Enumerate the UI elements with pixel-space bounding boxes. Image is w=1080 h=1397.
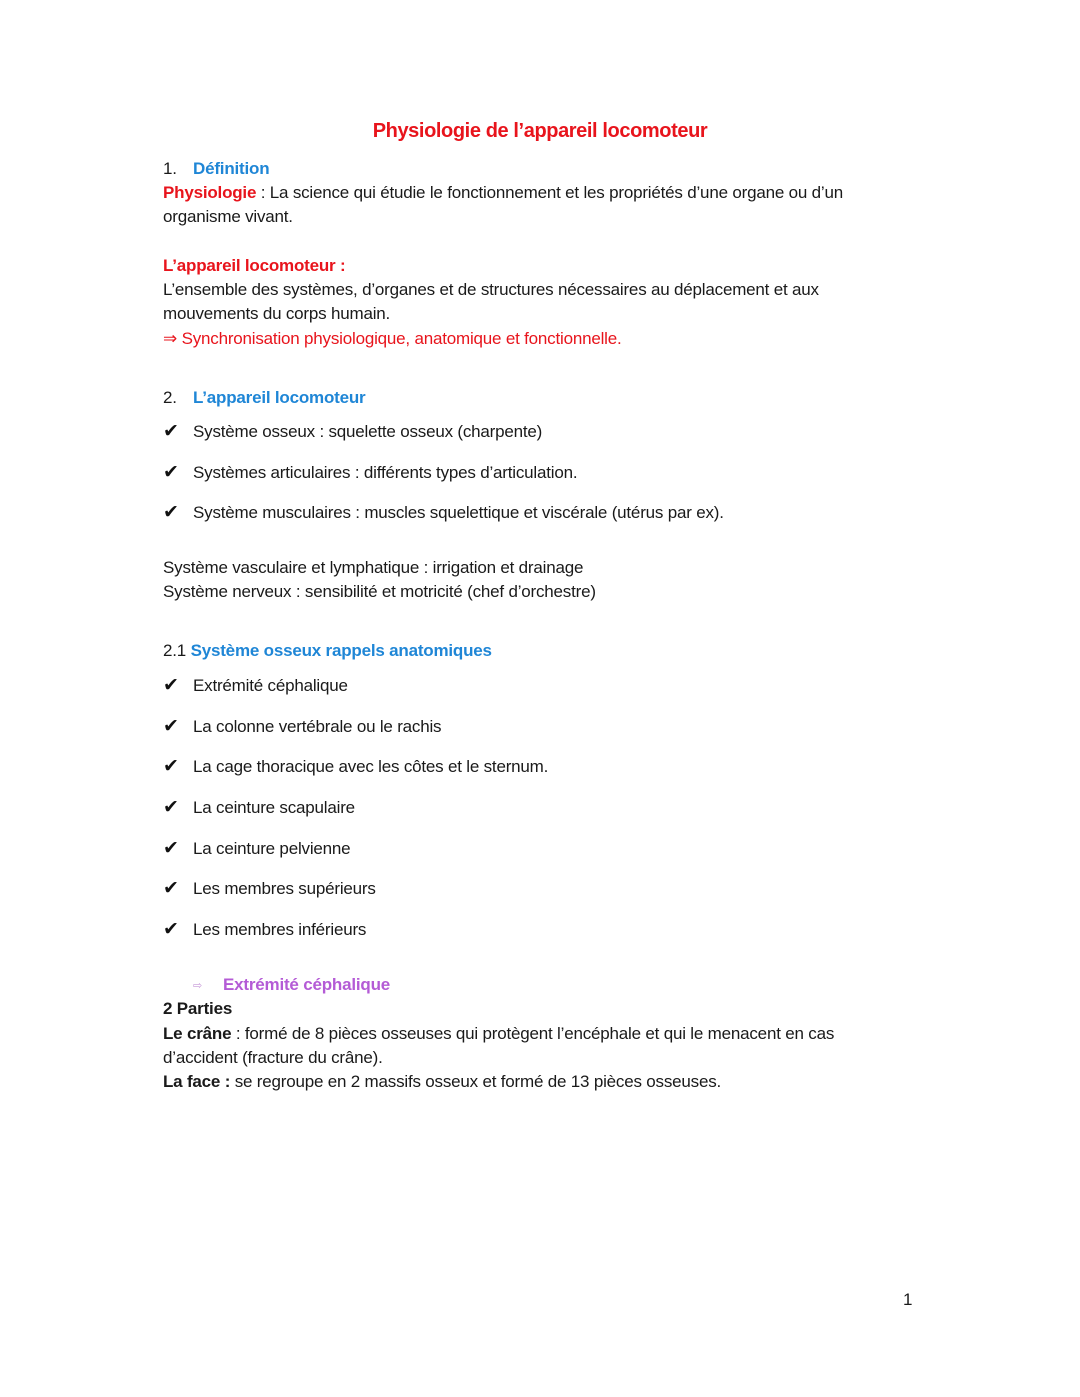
parts-label: 2 Parties (163, 999, 233, 1018)
crane-line1 (163, 1022, 834, 1046)
crane-line2: d’accident (fracture du crâne). (163, 1048, 383, 1067)
list-item (163, 755, 548, 779)
section-1-heading (163, 157, 269, 181)
list-item (163, 877, 376, 901)
section-title: Système osseux rappels anatomiques (190, 641, 492, 660)
list-item-text: La cage thoracique avec les côtes et le sternum. (193, 757, 549, 776)
implication-text: Synchronisation physiologique, anatomique et fonctionnelle. (177, 329, 622, 348)
list-item-text: La ceinture pelvienne (193, 839, 351, 858)
list-item-text: Systèmes articulaires : différents types d’articulation. (193, 463, 578, 482)
checkmark-icon: ✔ (163, 878, 179, 899)
double-arrow-right-icon: ⇒ (163, 329, 178, 348)
checkmark-icon: ✔ (163, 756, 179, 777)
list-item-text: Système musculaires : muscles squelettique et viscérale (utérus par ex). (193, 503, 724, 522)
checkmark-icon: ✔ (163, 462, 179, 483)
face-definition: se regroupe en 2 massifs osseux et formé de 13 pièces osseuses. (230, 1072, 722, 1091)
vasculaire-line: Système vasculaire et lymphatique : irrigation et drainage (163, 558, 584, 577)
nerveux-line: Système nerveux : sensibilité et motricité (chef d’orchestre) (163, 582, 596, 601)
term-physiologie: Physiologie (163, 183, 257, 202)
checkmark-icon: ✔ (163, 675, 179, 696)
page-number: 1 (903, 1290, 913, 1309)
appareil-definition-line1: L’ensemble des systèmes, d’organes et de structures nécessaires au déplacement et aux (163, 280, 819, 299)
term-crane: Le crâne (163, 1024, 232, 1043)
section-number: 1. (163, 159, 177, 178)
section-title: Définition (193, 159, 270, 178)
list-item (163, 501, 724, 525)
list-item-text: La colonne vertébrale ou le rachis (193, 717, 442, 736)
appareil-definition-line2: mouvements du corps humain. (163, 304, 391, 323)
checkmark-icon: ✔ (163, 838, 179, 859)
list-item (163, 918, 366, 942)
subsection-title: Extrémité céphalique (223, 975, 391, 994)
list-item (163, 715, 441, 739)
checkmark-icon: ✔ (163, 421, 179, 442)
section-title: L’appareil locomoteur (193, 388, 366, 407)
list-item (163, 420, 542, 444)
page-title: Physiologie de l’appareil locomoteur (372, 120, 708, 142)
section-number: 2.1 (163, 641, 187, 660)
list-item (163, 674, 348, 698)
list-item-text: Extrémité céphalique (193, 676, 348, 695)
section-number: 2. (163, 388, 177, 407)
physiologie-definition-line2: organisme vivant. (163, 207, 293, 226)
checkmark-icon: ✔ (163, 919, 179, 940)
implication-line (163, 327, 622, 351)
checkmark-icon: ✔ (163, 716, 179, 737)
list-item-text: Système osseux : squelette osseux (charpente) (193, 422, 543, 441)
list-item (163, 796, 355, 820)
face-line (163, 1070, 721, 1094)
section-2-heading (163, 386, 365, 410)
definition-text: : La science qui étudie le fonctionnement et les propriétés d’une organe ou d’un (256, 183, 843, 202)
term-appareil-locomoteur: L’appareil locomoteur : (163, 256, 346, 275)
section-2-1-heading (163, 639, 492, 663)
checkmark-icon: ✔ (163, 797, 179, 818)
checkmark-icon: ✔ (163, 502, 179, 523)
arrow-right-outline-icon: ⇨ (193, 979, 203, 992)
term-face: La face : (163, 1072, 231, 1091)
list-item-text: Les membres supérieurs (193, 879, 376, 898)
list-item-text: La ceinture scapulaire (193, 798, 355, 817)
list-item (163, 837, 350, 861)
physiologie-definition-line1 (163, 181, 843, 205)
crane-definition: : formé de 8 pièces osseuses qui protègent l’encéphale et qui le menacent en cas (231, 1024, 835, 1043)
list-item-text: Les membres inférieurs (193, 920, 367, 939)
list-item (163, 461, 577, 485)
subsection-cephalique-heading (193, 973, 390, 998)
